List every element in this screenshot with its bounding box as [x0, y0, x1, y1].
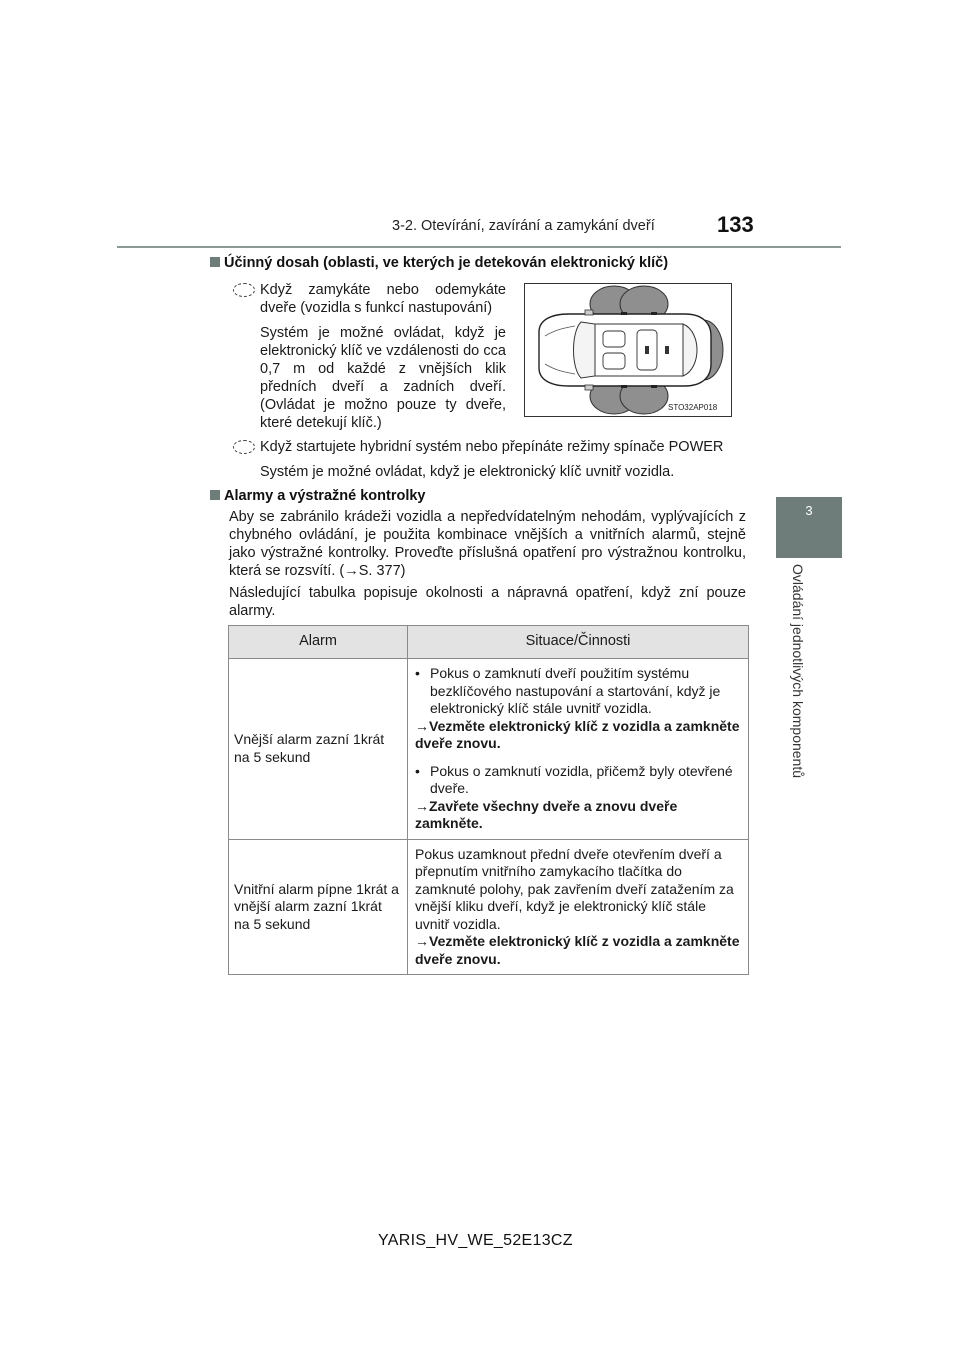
- corrective-action: →Vezměte elektronický klíč z vozidla a zamkněte dveře znovu.: [415, 717, 740, 751]
- section-heading-alarms: [210, 488, 425, 504]
- column-header-alarm: Alarm: [229, 626, 408, 659]
- table-header-row: [229, 626, 749, 659]
- chapter-title-wrap: [784, 564, 814, 804]
- chapter-number: 3: [805, 503, 813, 518]
- table-intro-paragraph: Následující tabulka popisuje okolnosti a nápravná opatření, když zní pouze alarmy.: [229, 585, 746, 619]
- section-heading-text: Účinný dosah (oblasti, ve kterých je detekován elektronický klíč): [224, 255, 669, 271]
- car-windshield: [574, 322, 596, 378]
- dashed-circle-icon: [233, 283, 255, 297]
- section-title: 3-2. Otevírání, zavírání a zamykání dveří: [392, 218, 655, 234]
- item1-body: Systém je možné ovládat, když je elektronický klíč ve vzdálenosti do cca 0,7 m od každé z vnějších klik předních dveří a zadních dveří. (Ovládat je možno pouze ty dveře, které detekují klíč.): [260, 325, 506, 431]
- header-rule: [117, 246, 841, 248]
- alarm-cell: Vnější alarm zazní 1krát na 5 sekund: [229, 659, 408, 840]
- dashed-circle-icon: [233, 440, 255, 454]
- key-range-diagram: [524, 283, 732, 417]
- diagram-code: STO32AP018: [668, 403, 718, 412]
- corrective-action: →Vezměte elektronický klíč z vozidla a zamkněte dveře znovu.: [415, 933, 740, 967]
- item2-title: Když startujete hybridní systém nebo přepínáte režimy spínače POWER: [260, 439, 724, 455]
- document-code: YARIS_HV_WE_52E13CZ: [378, 1232, 573, 1249]
- front-seat-left: [603, 331, 625, 347]
- car-top-view-illustration: [525, 284, 731, 416]
- section-heading-range: [210, 255, 668, 271]
- alarm-cell: Vnitřní alarm pípne 1krát a vnější alarm zazní 1krát na 5 sekund: [229, 839, 408, 975]
- front-seat-right: [603, 353, 625, 369]
- item2-body: Systém je možné ovládat, když je elektronický klíč uvnitř vozidla.: [260, 464, 675, 480]
- alarm-table: [228, 625, 749, 975]
- list-item: [415, 665, 740, 718]
- square-bullet-icon: [210, 490, 220, 500]
- chapter-title: Ovládání jednotlivých komponentů: [790, 564, 806, 779]
- list-item: [415, 763, 740, 798]
- table-row: [229, 659, 749, 840]
- alarms-paragraph: Aby se zabránilo krádeži vozidla a nepředvídatelným nehodám, vyplývajících z chybného ovládání, je použita kombinace vnějších a vnitřních alarmů, stejně jako výstražné kontrolky. Proveďte příslušná opatření pro výstražnou kontrolku, která se rozsvítí. (→S. 377): [229, 509, 746, 579]
- situation-cell: [408, 659, 749, 840]
- bullet-dot-icon: •: [415, 762, 420, 779]
- page-number: 133: [717, 212, 754, 237]
- situation-text: Pokus o zamknutí vozidla, přičemž byly otevřené dveře.: [430, 762, 733, 796]
- table-row: [229, 839, 749, 975]
- section-heading-text: Alarmy a výstražné kontrolky: [224, 488, 426, 504]
- corrective-action: →Zavřete všechny dveře a znovu dveře zamkněte.: [415, 797, 678, 831]
- square-bullet-icon: [210, 257, 220, 267]
- bullet-dot-icon: •: [415, 665, 420, 681]
- item1-title: Když zamykáte nebo odemykáte dveře (vozidla s funkcí nastupování): [260, 282, 506, 316]
- column-header-situation: Situace/Činnosti: [408, 626, 749, 659]
- situation-text: Pokus o zamknutí dveří použitím systému bezklíčového nastupování a startování, když je elektronický klíč stále uvnitř vozidla.: [430, 665, 721, 716]
- situation-text: Pokus uzamknout přední dveře otevřením dveří a přepnutím vnitřního zamykacího tlačítka do zamknuté polohy, pak zavřením dveří zatažením za vnější kliku dveří, když je elektronický klíč stále uvnitř vozidla.: [415, 845, 734, 932]
- situation-cell: [408, 839, 749, 975]
